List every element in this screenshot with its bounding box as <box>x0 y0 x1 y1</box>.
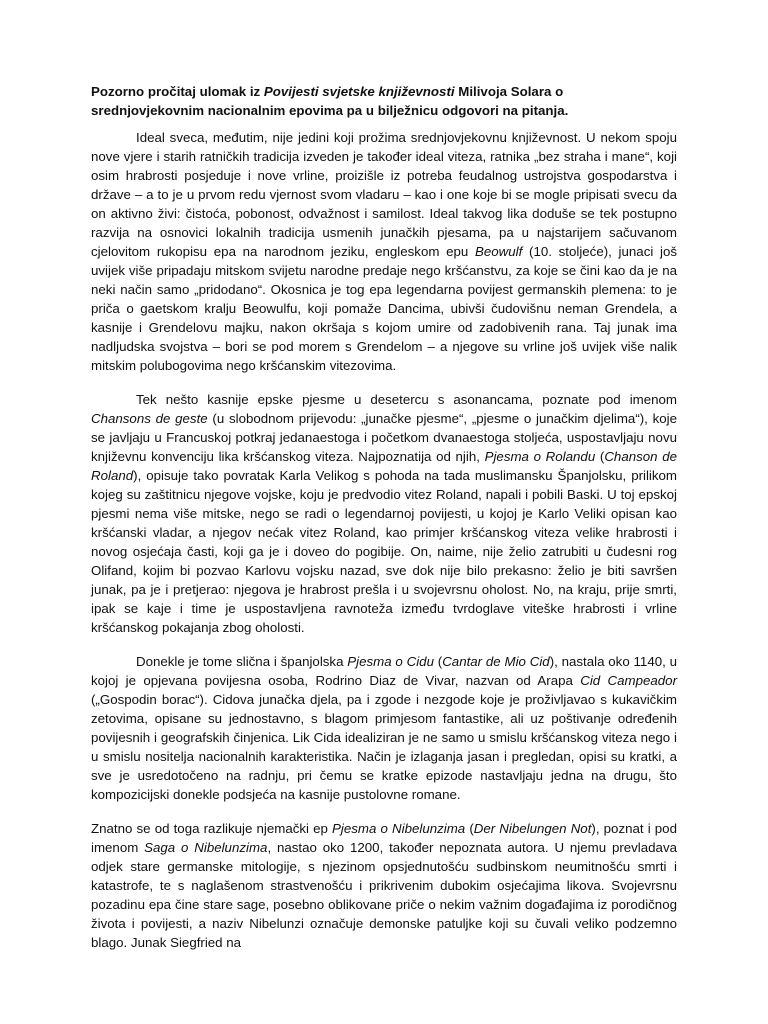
italic-title: Cid Campeador <box>580 673 678 688</box>
text-segment: , nastao oko 1200, također nepoznata autora. U njemu prevladava odjek stare germanske mitologije, s njezinom opsjednutošću sudbinskom neumitnošću smrti i katastrofe, te s naglašenom strastvenošću i prikrivenim dubokim osjećajima likova. Svojevrsnu pozadinu epa čine stare sage, posebno oblikovane priče o nekim važnim događajima iz porodičnog života i povijesti, a naziv Nibelunzi označuje demonske patuljke koji su čuvali veliko podzemno blago. Junak Siegfried na <box>91 840 677 950</box>
paragraph-pjesma-o-cidu <box>91 652 677 804</box>
italic-title: Chansons de geste <box>91 411 208 426</box>
heading-book-title: Povijesti svjetske književnosti <box>263 84 455 99</box>
italic-title: Cantar de Mio Cid <box>442 654 550 669</box>
italic-title: Der Nibelungen Not <box>473 821 592 836</box>
heading-segment: Milivoja Solara o srednjovjekovnim nacionalnim epovima pa u bilježnicu odgovori na pitanja. <box>91 84 569 118</box>
text-segment: Tek nešto kasnije epske pjesme u desetercu s asonancama, poznate pod imenom <box>136 392 677 407</box>
text-segment: (10. stoljeće), junaci još uvijek više pripadaju mitskom svijetu narodne predaje nego kršćanstvu, za koje se čini kao da je na neki način samo „pridodano“. Okosnica je tog epa legendarna povijest germanskih plemena: to je priča o gaetskom kralju Beowulfu, koji pomaže Dancima, ubivši čudovišnu neman Grendela, a kasnije i Grendelovu majku, nakon okršaja s kojom umire od zadobivenih rana. Taj junak ima nadljudska svojstva – bori se pod morem s Grendelom – a njegove su vrline još uvijek više nalik mitskim polubogovima nego kršćanskim vitezovima. <box>91 244 677 373</box>
text-segment: ), nastala oko 1140, u kojoj je opjevana povijesna osoba, Rodrino Diaz de Vivar, nazvan od Arapa <box>91 654 678 688</box>
text-segment: ( <box>465 821 474 836</box>
italic-title: Pjesma o Rolandu <box>484 449 596 464</box>
paragraph-nibelunzi <box>91 819 677 952</box>
text-segment: ( <box>433 654 443 669</box>
text-segment: Ideal sveca, međutim, nije jedini koji prožima srednjovjekovnu književnost. U nekom spoju nove vjere i starih ratničkih tradicija izveden je također ideal viteza, ratnika „bez straha i mane“, koji osim hrabrosti posjeduje i nove vrline, proizišle iz potreba feudalnog ustrojstva gospodarstva i države – a to je u prvom redu vjernost svom vladaru – kao i one koje bi se mogle pripisati svecu da on aktivno živi: čistoća, pobonost, odvažnost i samilost. Ideal takvog lika doduše se tek postupno razvija na osnovici lokalnih tradicija usmenih junačkih pjesama, pa u najstarijem sačuvanom cjelovitom rukopisu epa na narodnom jeziku, engleskom epu <box>91 130 677 259</box>
paragraph-chansons-de-geste <box>91 390 677 637</box>
text-segment: (u slobodnom prijevodu: „junačke pjesme“, „pjesme o junačkim djelima“), koje se javljaju u Francuskoj potkraj jedanaestoga i početkom dvanaestoga stoljeća, uspostavljaju novu književnu konvenciju lika kršćanskog viteza. Najpoznatija od njih, <box>91 411 677 464</box>
italic-title: Saga o Nibelunzima <box>144 840 268 855</box>
text-segment: Znatno se od toga razlikuje njemački ep <box>91 821 333 836</box>
text-segment: ( <box>595 449 605 464</box>
italic-title: Pjesma o Cidu <box>347 654 434 669</box>
text-segment: ), opisuje tako povratak Karla Velikog s pohoda na tada muslimansku Španjolsku, prilikom kojeg su zaštitnicu njegove vojske, koju je predvodio vitez Roland, napali i pobili Baski. U toj epskoj pjesmi nema više mitske, nego se radi o legendarnoj povijesti, u kojoj je Karlo Veliki opisan kao kršćanski vladar, a njegov nećak vitez Roland, kao primjer kršćanskog viteza velike hrabrosti i novog osjećaja časti, koji ga je i doveo do pogibije. On, naime, nije želio zatrubiti u čudesni rog Olifand, kojim bi pozvao Karlovu vojsku nazad, sve dok nije bilo prekasno: želio je biti savršen junak, pa je i pretjerao: njegova je hrabrost prešla i u svojevrsnu oholost. No, na kraju, prije smrti, ipak se kaje i time je uspostavljena ravnoteža između tvrdoglave viteške hrabrosti i vrline kršćanskog pokajanja zbog oholosti. <box>91 468 677 635</box>
instruction-heading <box>91 82 677 120</box>
italic-title: Beowulf <box>475 244 523 259</box>
italic-title: Chanson de Roland <box>91 449 678 483</box>
text-segment: ), poznat i pod imenom <box>91 821 677 855</box>
text-segment: Donekle je tome slična i španjolska <box>136 654 348 669</box>
italic-title: Pjesma o Nibelunzima <box>332 821 466 836</box>
paragraph-ideal-viteza <box>91 128 677 375</box>
text-segment: („Gospodin borac“). Cidova junačka djela, pa i zgode i nezgode koje je proživljavao s kukavičkim zetovima, opisane su jednostavno, s blagom primjesom fantastike, ali uz poštivanje određenih povijesnih i geografskih činjenica. Lik Cida idealiziran je ne samo u smislu kršćanskog viteza nego i u smislu nositelja nacionalnih karakteristika. Način je izlaganja jasan i pregledan, opisi su kratki, a sve je usredotočeno na radnju, pri čemu se kratke epizode nastavljaju jedna na drugu, što kompozicijski donekle podsjeća na kasnije pustolovne romane. <box>91 692 677 802</box>
heading-segment: Pozorno pročitaj ulomak iz <box>91 84 264 99</box>
